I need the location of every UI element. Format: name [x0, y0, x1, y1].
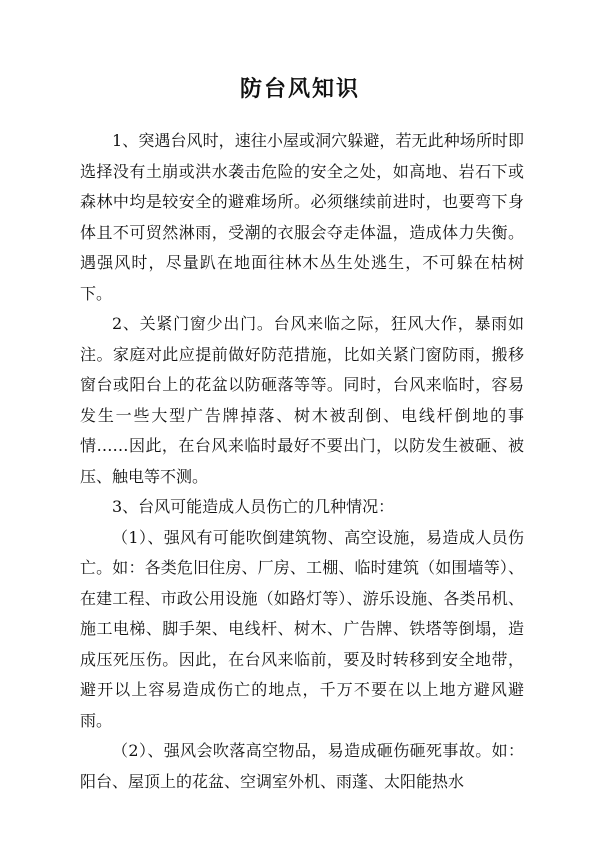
document-title: 防台风知识 [239, 76, 360, 102]
paragraph-3-1: （1）、强风有可能吹倒建筑物、高空设施，易造成人员伤亡。如：各类危旧住房、厂房、工棚、临时建筑（如围墙等）、在建工程、市政公用设施（如路灯等）、游乐设施、各类吊机、施工电梯、脚手架、电线杆、树木、广告牌、铁塔等倒塌，造成压死压伤。因此，在台风来临前，要及时转移到安全地带，避开以上容易造成伤亡的地点，千万不要在以上地方避风避雨。 [80, 527, 524, 730]
paragraph-2: 2、关紧门窗少出门。台风来临之际，狂风大作，暴雨如注。家庭对此应提前做好防范措施，比如关紧门窗防雨，搬移窗台或阳台上的花盆以防砸落等等。同时，台风来临时，容易发生一些大型广告牌掉落、树木被刮倒、电线杆倒地的事情……因此，在台风来临时最好不要出门，以防发生被砸、被压、触电等不测。 [80, 314, 524, 486]
paragraph-3-2: （2）、强风会吹落高空物品，易造成砸伤砸死事故。如：阳台、屋顶上的花盆、空调室外机、雨蓬、太阳能热水 [80, 741, 524, 791]
paragraph-1: 1、突遇台风时，速往小屋或洞穴躲避，若无此种场所时即选择没有土崩或洪水袭击危险的安全之处，如高地、岩石下或森林中均是较安全的避难场所。必须继续前进时，也要弯下身体且不可贸然淋雨，受潮的衣服会夺走体温，造成体力失衡。遇强风时，尽量趴在地面往林木丛生处逃生，不可躲在枯树下。 [80, 131, 524, 303]
paragraph-3: 3、台风可能造成人员伤亡的几种情况： [112, 497, 395, 516]
document-body [80, 126, 524, 797]
